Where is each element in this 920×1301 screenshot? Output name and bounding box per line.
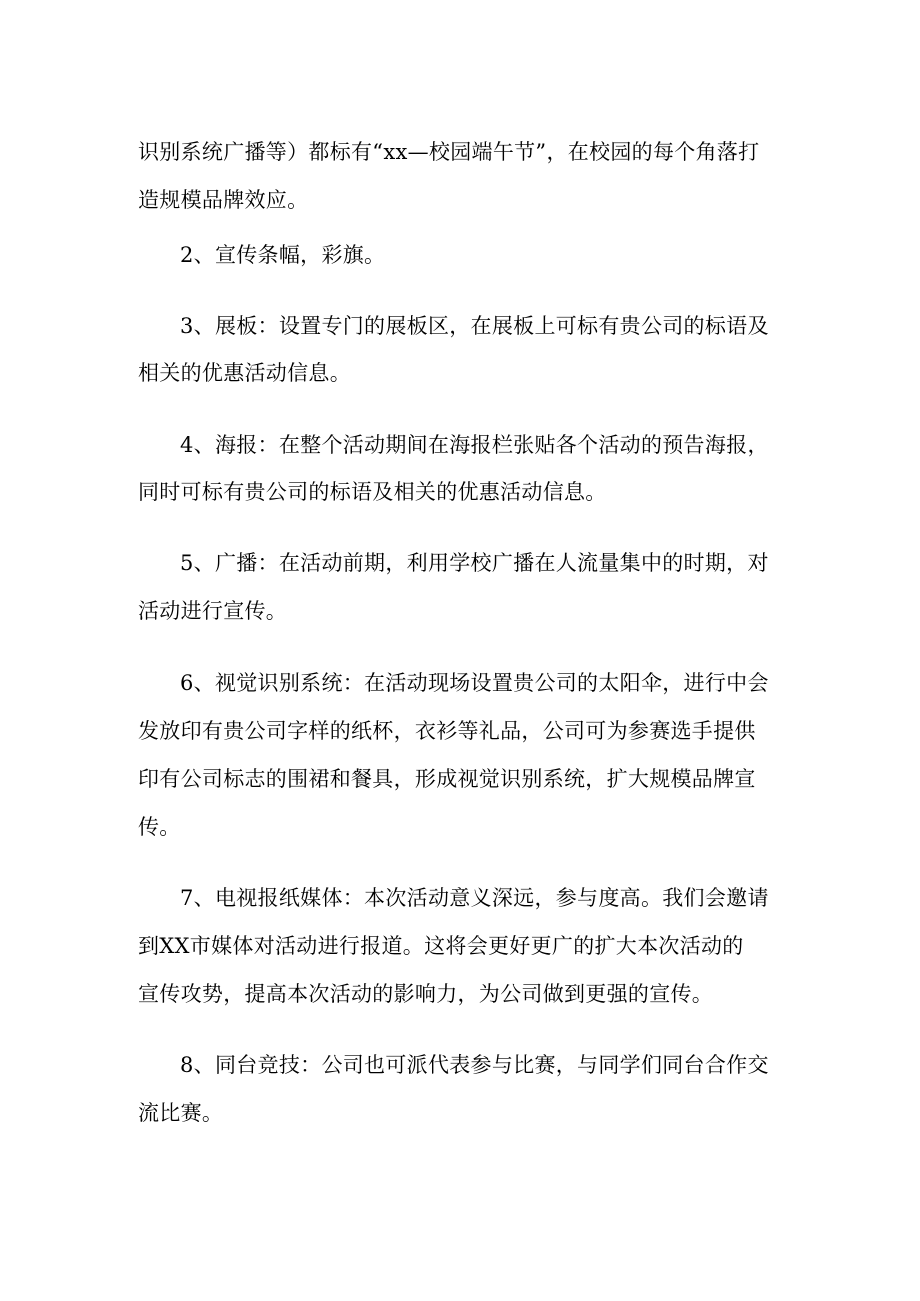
paragraph-line: 相关的优惠活动信息。 bbox=[138, 361, 351, 385]
paragraph-line: 5、广播：在活动前期，利用学校广播在人流量集中的时期，对 bbox=[180, 551, 769, 575]
paragraph-line: 发放印有贵公司字样的纸杯，衣衫等礼品，公司可为参赛选手提供 bbox=[138, 719, 756, 743]
paragraph-line: 6、视觉识别系统：在活动现场设置贵公司的太阳伞，进行中会 bbox=[180, 671, 769, 695]
paragraph-line: 2、宣传条幅，彩旗。 bbox=[180, 243, 386, 267]
paragraph-line: 同时可标有贵公司的标语及相关的优惠活动信息。 bbox=[138, 480, 607, 504]
paragraph-line: 印有公司标志的围裙和餐具，形成视觉识别系统，扩大规模品牌宣 bbox=[138, 767, 756, 791]
paragraph-line: 到XX市媒体对活动进行报道。这将会更好更广的扩大本次活动的 bbox=[138, 934, 744, 958]
paragraph-line: 宣传攻势，提高本次活动的影响力，为公司做到更强的宣传。 bbox=[138, 982, 714, 1006]
paragraph-line: 7、电视报纸媒体：本次活动意义深远，参与度高。我们会邀请 bbox=[180, 886, 769, 910]
paragraph-line: 8、同台竞技：公司也可派代表参与比赛，与同学们同台合作交 bbox=[180, 1053, 769, 1077]
paragraph-line: 活动进行宣传。 bbox=[138, 599, 288, 623]
paragraph-line: 造规模品牌效应。 bbox=[138, 188, 309, 212]
paragraph-line: 流比赛。 bbox=[138, 1101, 224, 1125]
paragraph-line: 识别系统广播等）都标有“xx—校园端午节”，在校园的每个角落打 bbox=[138, 140, 760, 164]
paragraph-line: 3、展板：设置专门的展板区，在展板上可标有贵公司的标语及 bbox=[180, 314, 769, 338]
paragraph-line: 传。 bbox=[138, 815, 181, 839]
paragraph-line: 4、海报：在整个活动期间在海报栏张贴各个活动的预告海报， bbox=[180, 433, 769, 457]
